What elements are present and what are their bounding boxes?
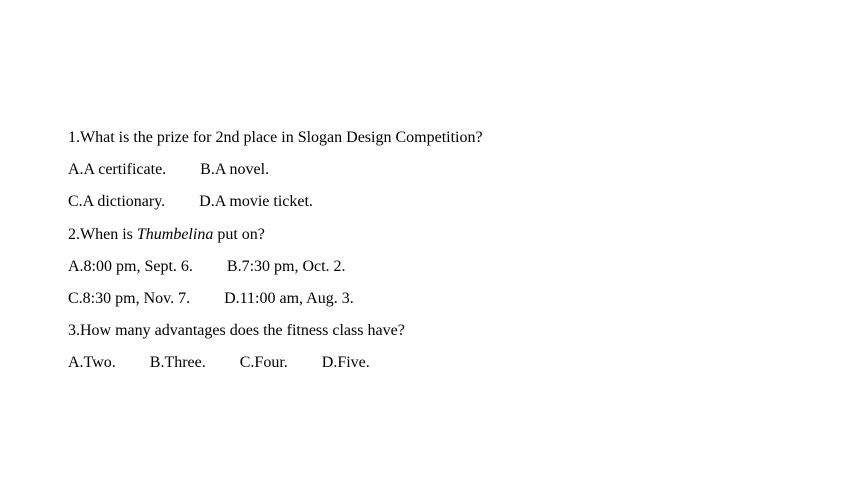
question-2-stem-start: 2.When is bbox=[68, 225, 137, 243]
question-1-stem: 1.What is the prize for 2nd place in Slogan Design Competition? bbox=[68, 129, 483, 146]
question-2-option-c: C.8:30 pm, Nov. 7. bbox=[68, 289, 191, 307]
question-2-option-d: D.11:00 am, Aug. 3. bbox=[224, 289, 354, 307]
question-3-option-c: C.Four. bbox=[239, 354, 288, 372]
question-2-options-row-2 bbox=[68, 289, 828, 309]
question-1-option-c: C.A dictionary. bbox=[68, 193, 166, 211]
question-2-options-row-1 bbox=[68, 257, 828, 277]
question-1-option-d: D.A movie ticket. bbox=[199, 193, 313, 211]
question-sheet bbox=[68, 128, 828, 386]
question-3-stem: 3.How many advantages does the fitness class have? bbox=[68, 322, 405, 340]
question-2-title-italic: Thumbelina bbox=[136, 225, 214, 243]
question-2-stem bbox=[68, 225, 828, 245]
question-2-stem-end: put on? bbox=[213, 225, 265, 243]
question-1-option-a: A.A certificate. bbox=[68, 161, 167, 179]
question-1-option-b: B.A novel. bbox=[200, 161, 270, 179]
question-1-options-row-1 bbox=[68, 160, 828, 180]
question-3-option-a: A.Two. bbox=[68, 354, 116, 372]
question-1-options-row-2 bbox=[68, 192, 828, 212]
question-2-option-b: B.7:30 pm, Oct. 2. bbox=[226, 257, 346, 275]
question-2-option-a: A.8:00 pm, Sept. 6. bbox=[68, 257, 193, 275]
question-3-option-b: B.Three. bbox=[149, 354, 206, 372]
question-3-option-d: D.Five. bbox=[321, 354, 370, 372]
question-3-options-row-1 bbox=[68, 353, 828, 373]
